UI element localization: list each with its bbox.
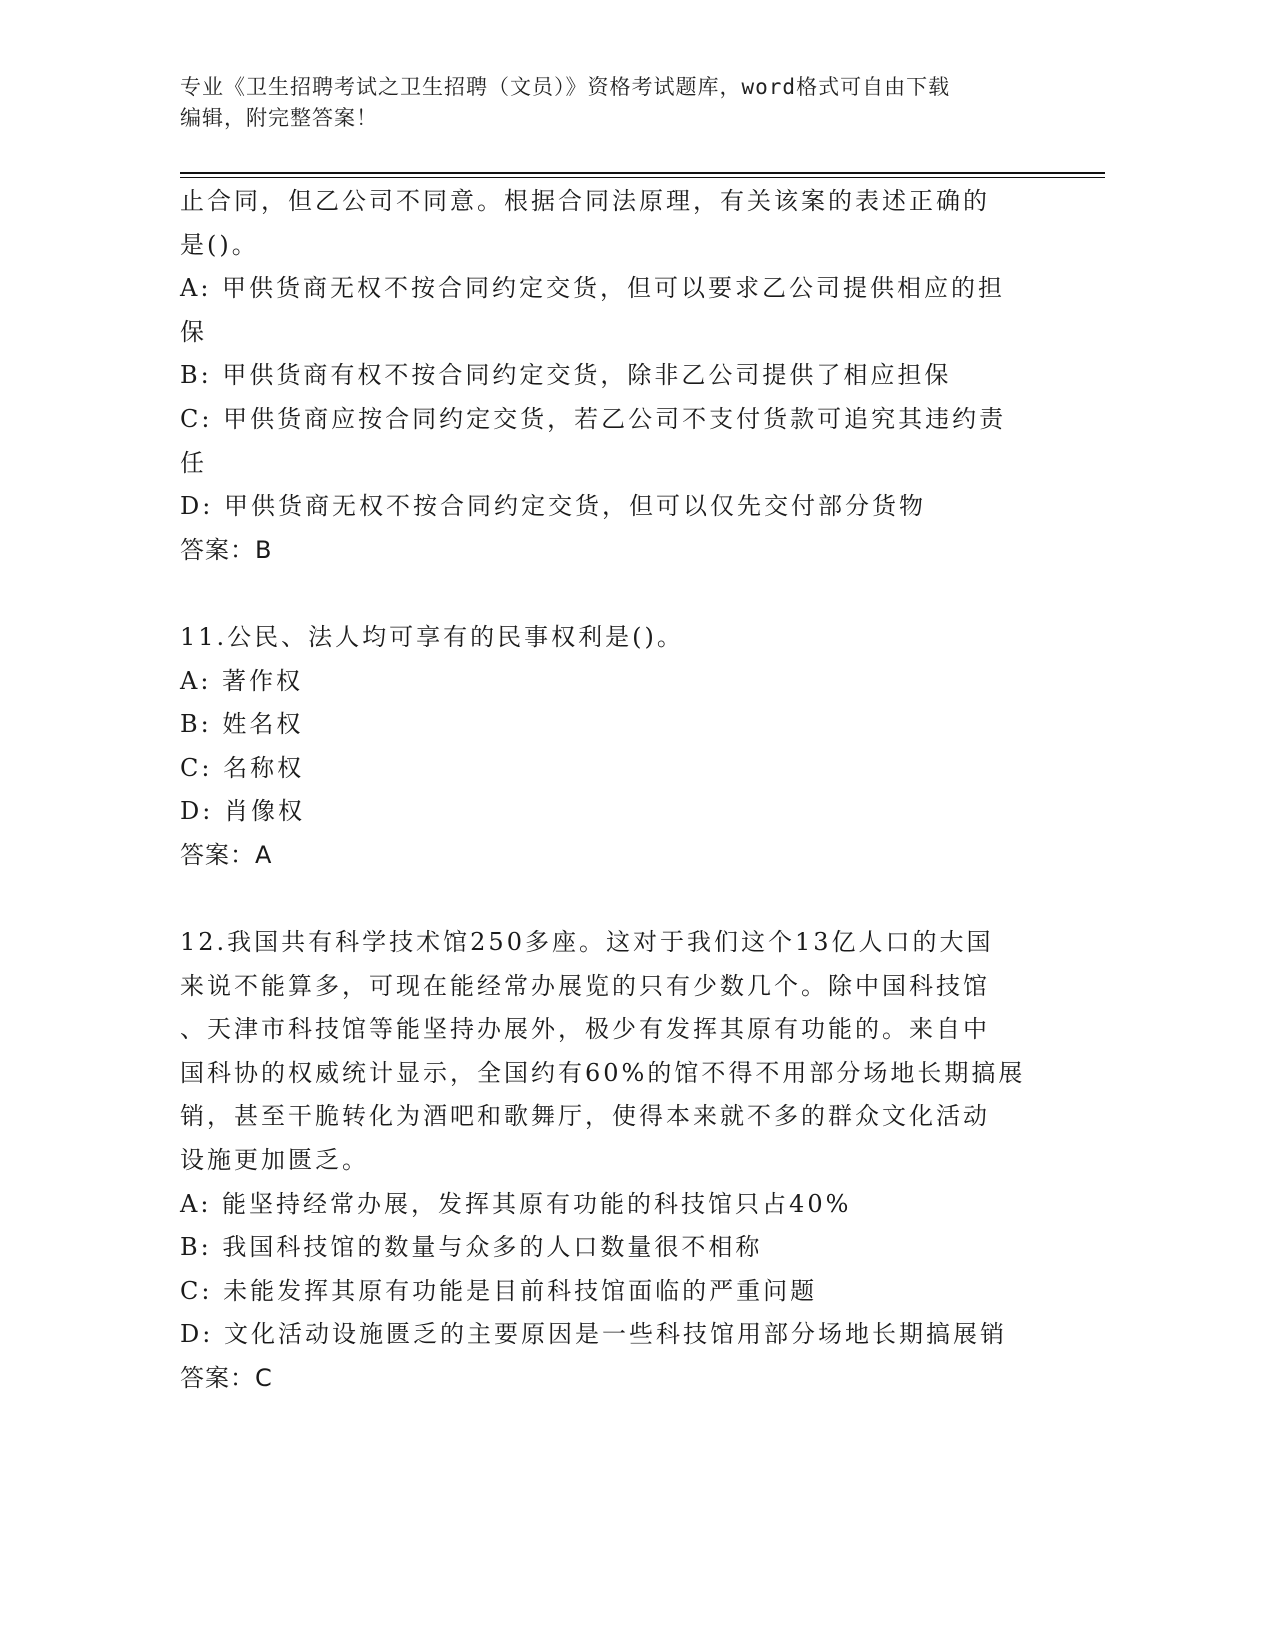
option-b: B: 我国科技馆的数量与众多的人口数量很不相称 — [180, 1233, 763, 1262]
question-stem-line: 国科协的权威统计显示，全国约有60%的馆不得不用部分场地长期搞展 — [180, 1058, 1026, 1087]
option-text: C: 甲供货商应按合同约定交货，若乙公司不支付货款可追究其违约责 — [180, 404, 1007, 433]
question-stem-line: 设施更加匮乏。 — [180, 1146, 369, 1175]
spacer — [180, 878, 1050, 922]
option-text: B: 甲供货商有权不按合同约定交货，除非乙公司提供了相应担保 — [180, 361, 952, 390]
question-stem-line: 销，甚至干脆转化为酒吧和歌舞厅，使得本来就不多的群众文化活动 — [180, 1102, 990, 1131]
header-line-2: 编辑，附完整答案！ — [180, 106, 378, 130]
question-stem-line: 止合同，但乙公司不同意。根据合同法原理，有关该案的表述正确的 — [180, 187, 990, 215]
header-divider-thick — [180, 172, 1105, 174]
answer-line: 答案：C — [180, 1364, 273, 1393]
option-c — [180, 398, 1050, 485]
question-stem-line: 11.公民、法人均可享有的民事权利是()。 — [180, 622, 684, 651]
page-header — [180, 72, 1060, 134]
option-b: B: 姓名权 — [180, 710, 304, 739]
option-d: D: 肖像权 — [180, 797, 305, 826]
question-12 — [180, 921, 1050, 1401]
spacer — [180, 572, 1050, 616]
question-11 — [180, 616, 1050, 878]
option-a — [180, 267, 1050, 354]
header-divider-thin — [180, 177, 1105, 178]
option-a: A: 著作权 — [180, 666, 304, 695]
question-stem-line: 是()。 — [180, 230, 259, 259]
option-text: A: 甲供货商无权不按合同约定交货，但可以要求乙公司提供相应的担 — [180, 274, 1006, 303]
answer-line: 答案：B — [180, 535, 273, 564]
option-text: D: 甲供货商无权不按合同约定交货，但可以仅先交付部分货物 — [180, 492, 926, 521]
option-b — [180, 354, 1050, 398]
option-text: 任 — [180, 448, 207, 477]
option-a: A: 能坚持经常办展，发挥其原有功能的科技馆只占40% — [180, 1189, 852, 1218]
option-c: C: 名称权 — [180, 753, 305, 782]
option-c: C: 未能发挥其原有功能是目前科技馆面临的严重问题 — [180, 1276, 818, 1305]
option-text: 保 — [180, 317, 207, 346]
option-d: D: 文化活动设施匮乏的主要原因是一些科技馆用部分场地长期搞展销 — [180, 1320, 1007, 1349]
question-10 — [180, 180, 1050, 572]
header-line-1: 专业《卫生招聘考试之卫生招聘（文员）》资格考试题库，word格式可自由下载 — [180, 75, 951, 99]
question-stem-line: 、天津市科技馆等能坚持办展外，极少有发挥其原有功能的。来自中 — [180, 1015, 990, 1044]
answer-line: 答案：A — [180, 840, 273, 869]
question-stem-line: 12.我国共有科学技术馆250多座。这对于我们这个13亿人口的大国 — [180, 928, 994, 957]
option-d — [180, 485, 1050, 529]
question-content — [180, 180, 1050, 1401]
question-stem-line: 来说不能算多，可现在能经常办展览的只有少数几个。除中国科技馆 — [180, 971, 990, 1000]
